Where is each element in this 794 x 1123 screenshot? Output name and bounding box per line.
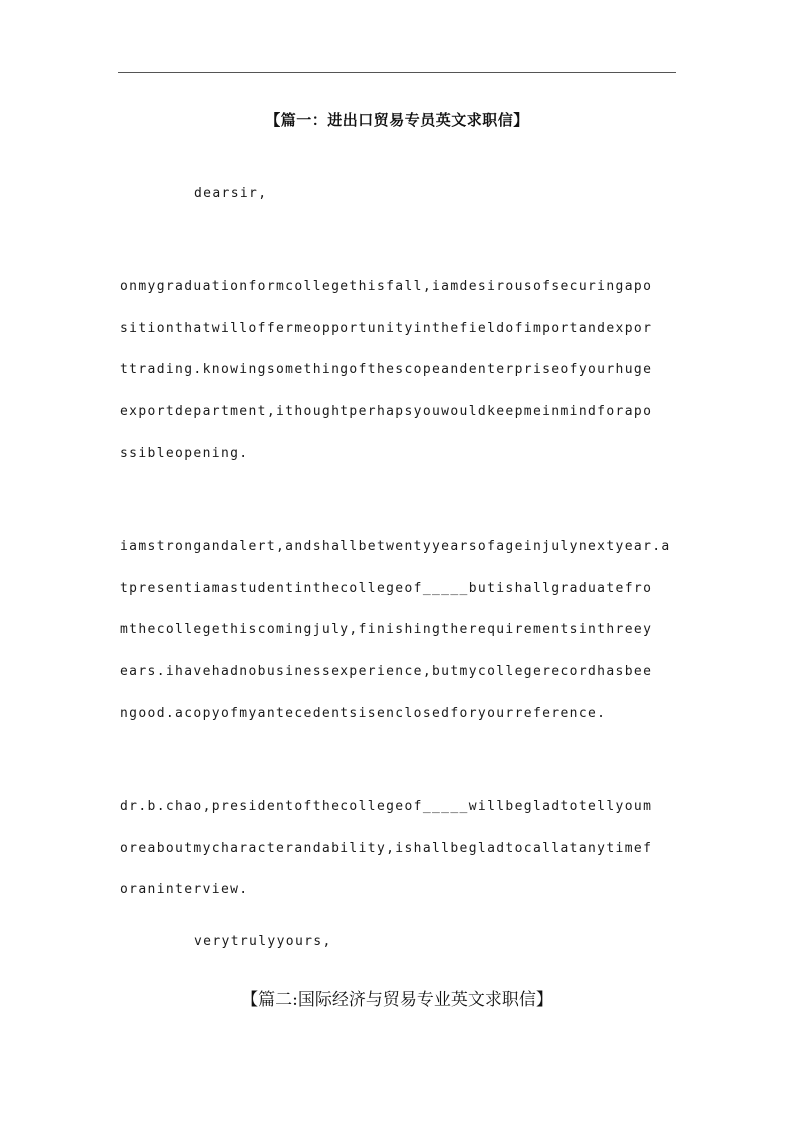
paragraph-line: ears.ihavehadnobusinessexperience,butmycollegerecordhasbee bbox=[120, 664, 653, 679]
paragraph-line: exportdepartment,ithoughtperhapsyouwouldkeepmeinmindforapo bbox=[120, 404, 653, 419]
header-rule bbox=[118, 72, 676, 73]
paragraph-line: onmygraduationformcollegethisfall,iamdesirousofsecuringapo bbox=[120, 279, 653, 294]
salutation: dearsir, bbox=[194, 186, 268, 201]
paragraph-line: oreaboutmycharacterandability,ishallbegladtocallatanytimef bbox=[120, 841, 653, 856]
paragraph-line: tpresentiamastudentinthecollegeof_____butishallgraduatefro bbox=[120, 581, 653, 596]
paragraph-line: sitionthatwilloffermeopportunityinthefieldofimportandexpor bbox=[120, 321, 653, 336]
paragraph-line: oraninterview. bbox=[120, 882, 249, 897]
paragraph-line: ngood.acopyofmyantecedentsisenclosedforyourreference. bbox=[120, 706, 607, 721]
closing: verytrulyyours, bbox=[194, 934, 332, 949]
paragraph-line: dr.b.chao,presidentofthecollegeof_____willbegladtotellyoum bbox=[120, 799, 653, 814]
paragraph-line: mthecollegethiscomingjuly,finishingtherequirementsinthreey bbox=[120, 622, 653, 637]
section-title-1: 【篇一：进出口贸易专员英文求职信】 bbox=[265, 111, 529, 129]
paragraph-line: ttrading.knowingsomethingofthescopeandenterpriseofyourhuge bbox=[120, 362, 653, 377]
paragraph-line: ssibleopening. bbox=[120, 446, 249, 461]
section-title-2: 【篇二:国际经济与贸易专业英文求职信】 bbox=[241, 990, 553, 1010]
paragraph-line: iamstrongandalert,andshallbetwentyyearsofageinjulynextyear.a bbox=[120, 539, 671, 554]
